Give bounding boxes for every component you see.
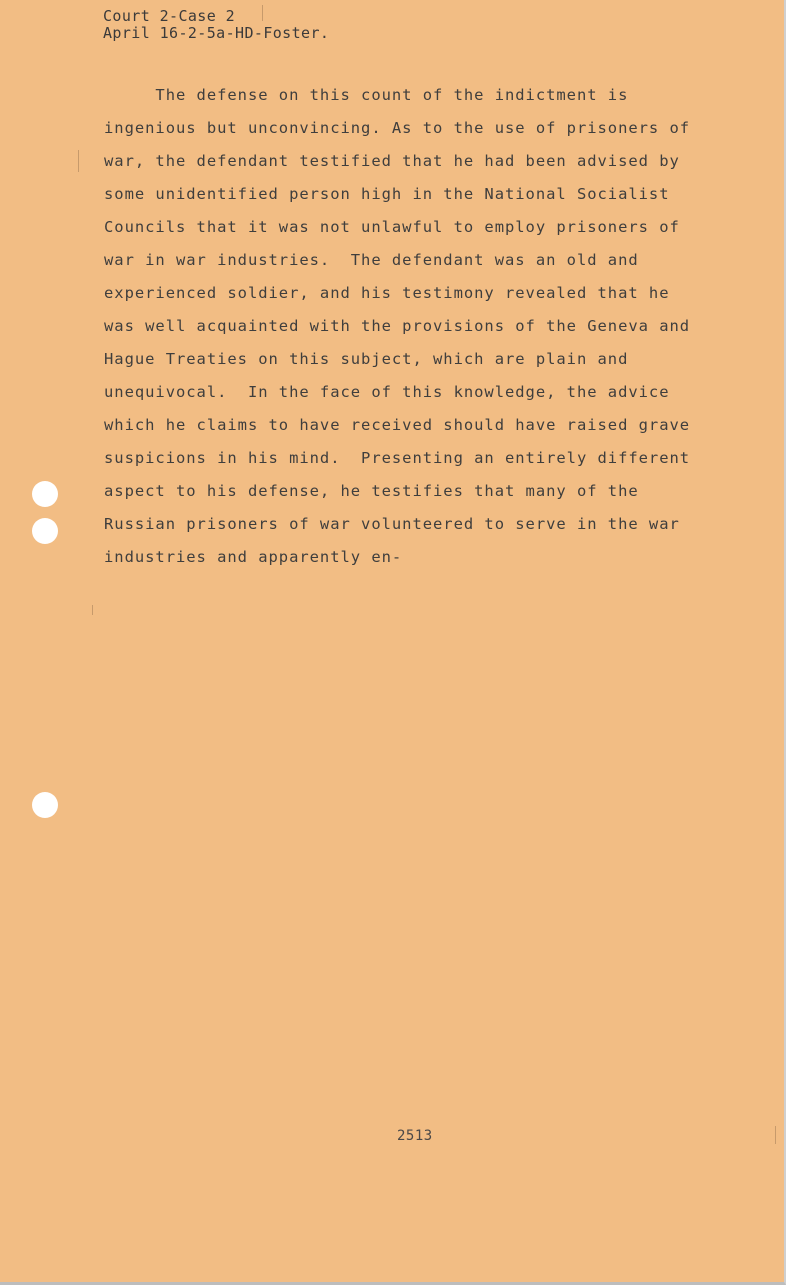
paper-mark xyxy=(775,1126,776,1144)
text-line: unequivocal. In the face of this knowledge, the advice xyxy=(104,383,670,401)
text-line: some unidentified person high in the National Socialist xyxy=(104,185,670,203)
document-header xyxy=(103,8,329,42)
punch-hole xyxy=(32,792,58,818)
text-line: suspicions in his mind. Presenting an entirely different xyxy=(104,449,691,467)
page-number: 2513 xyxy=(397,1128,433,1144)
text-line: Councils that it was not unlawful to employ prisoners of xyxy=(104,218,680,236)
text-line: Hague Treaties on this subject, which are plain and xyxy=(104,350,629,368)
text-line: war in war industries. The defendant was an old and xyxy=(104,251,639,269)
header-date-reference: April 16-2-5a-HD-Foster. xyxy=(103,24,330,42)
text-line: Russian prisoners of war volunteered to serve in the war xyxy=(104,515,680,533)
text-line: ingenious but unconvincing. As to the use of prisoners of xyxy=(104,119,691,137)
text-line: experienced soldier, and his testimony revealed that he xyxy=(104,284,670,302)
text-line: The defense on this count of the indictment is xyxy=(104,86,629,104)
text-line: aspect to his defense, he testifies that many of the xyxy=(104,482,639,500)
paper-mark xyxy=(92,605,93,615)
text-line: industries and apparently en- xyxy=(104,548,403,566)
paper-mark xyxy=(78,150,79,172)
text-line: which he claims to have received should have raised grave xyxy=(104,416,691,434)
text-line: war, the defendant testified that he had been advised by xyxy=(104,152,680,170)
text-line: was well acquainted with the provisions of the Geneva and xyxy=(104,317,691,335)
punch-hole xyxy=(32,481,58,507)
header-court-case: Court 2-Case 2 xyxy=(103,7,236,25)
punch-hole xyxy=(32,518,58,544)
